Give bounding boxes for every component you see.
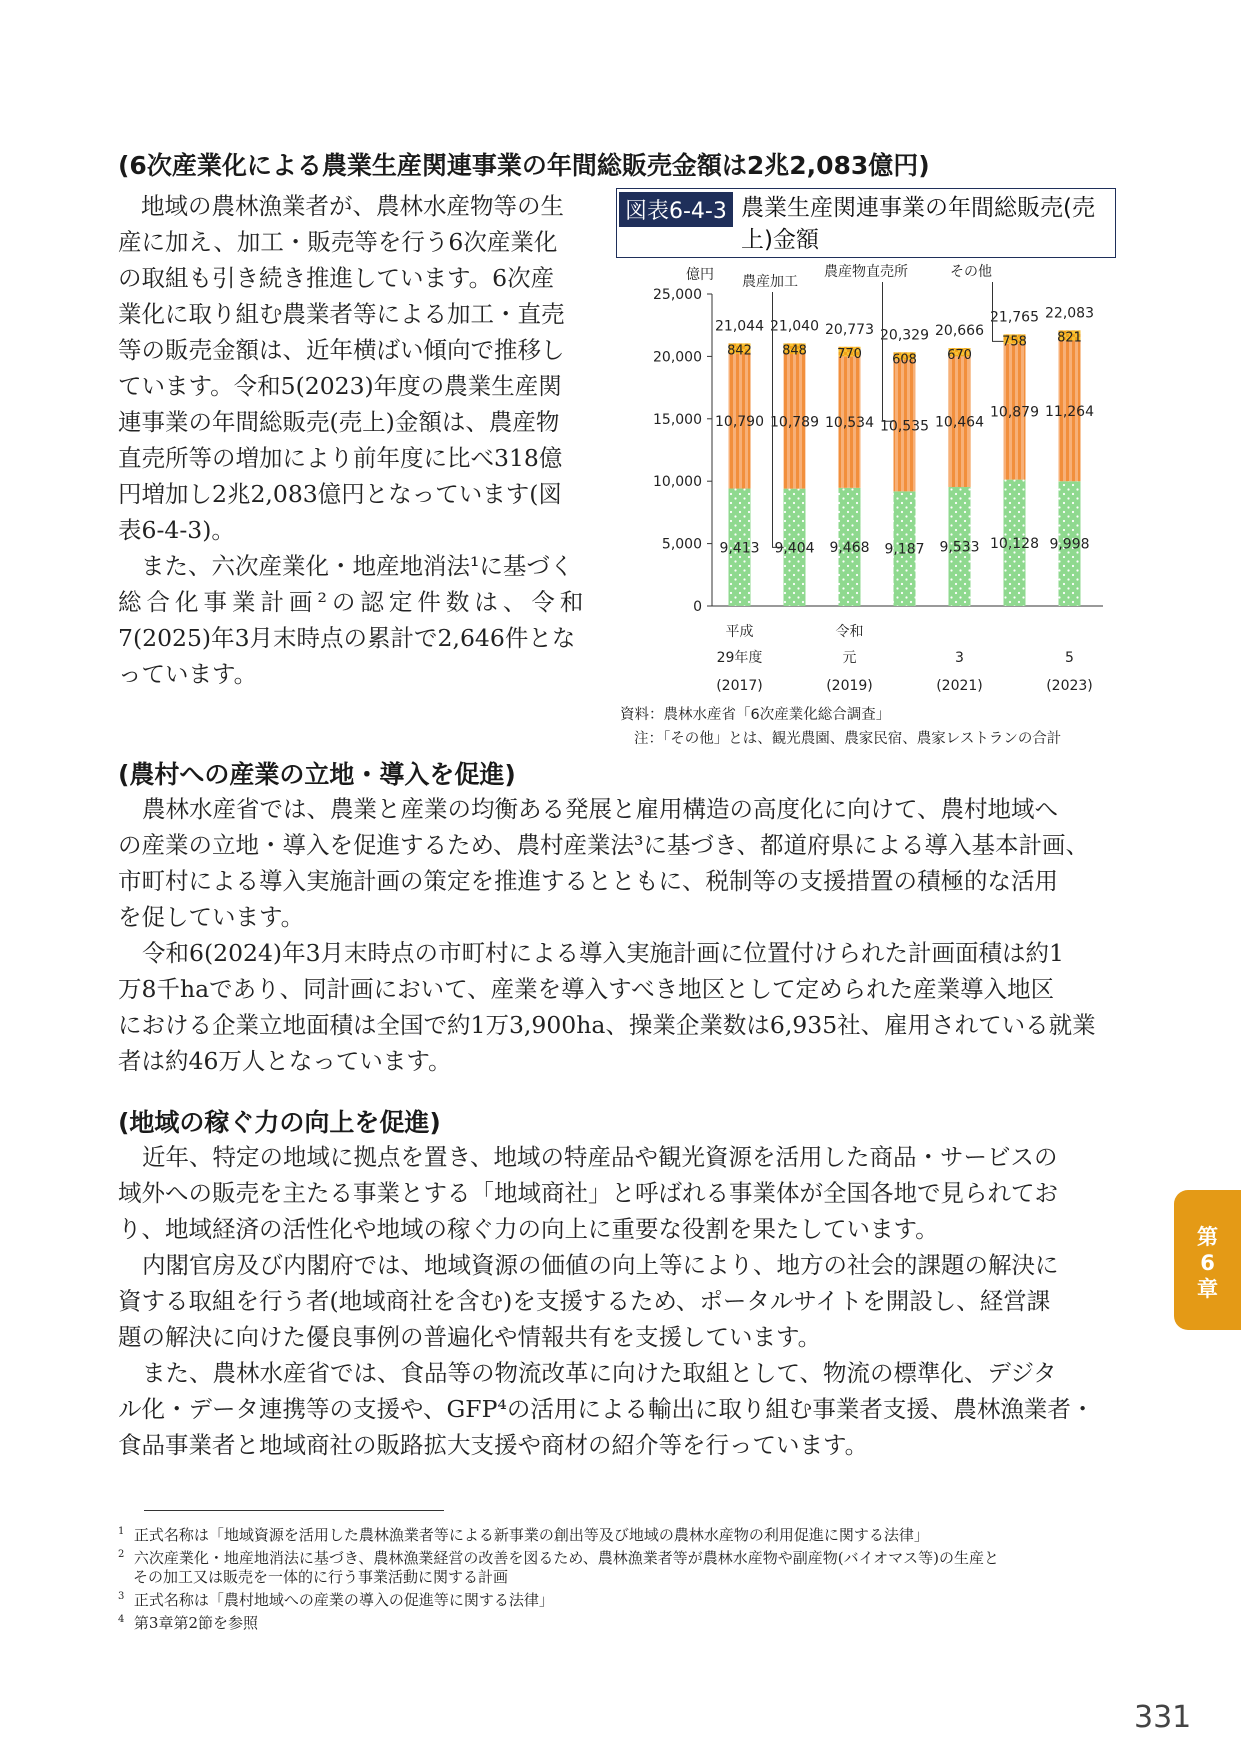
text-line: 題の解決に向けた優良事例の普遍化や情報共有を支援しています。 bbox=[118, 1323, 822, 1351]
chapter-tab-number: 6 bbox=[1200, 1251, 1215, 1275]
text-line: 農林水産省では、農業と産業の均衡ある発展と雇用構造の高度化に向けて、農村地域へ bbox=[142, 795, 1059, 823]
figure-title-box bbox=[616, 188, 1116, 258]
y-tick-label: 10,000 bbox=[653, 474, 702, 491]
paragraph bbox=[118, 188, 598, 224]
x-tick-label: 平成 bbox=[725, 624, 754, 640]
total-label: 21,040 bbox=[770, 318, 819, 335]
data-label: 10,879 bbox=[990, 404, 1039, 421]
data-label: 821 bbox=[1057, 330, 1082, 346]
y-tick-label: 20,000 bbox=[653, 349, 702, 366]
x-tick-label: 令和 bbox=[835, 624, 864, 640]
data-label: 670 bbox=[947, 348, 972, 364]
text-line: 市町村による導入実施計画の策定を推進するとともに、税制等の支援措置の積極的な活用 bbox=[118, 867, 1058, 895]
figure-source: 資料：農林水産省「6次産業化総合調査」 bbox=[620, 707, 891, 723]
text-line: 資する取組を行う者(地域商社を含む)を支援するため、ポータルサイトを開設し、経営課 bbox=[118, 1287, 1051, 1315]
footnote-item: $^1$ 正式名称は「地域資源を活用した農林漁業者等による新事業の創出等及び地域の農林水産物の利用促進に関する法律」 bbox=[118, 1526, 929, 1544]
x-tick-label: 3 bbox=[955, 650, 964, 666]
total-label: 21,765 bbox=[990, 309, 1039, 326]
section-heading-regional-earning: (地域の稼ぐ力の向上を促進) bbox=[118, 1108, 441, 1137]
y-unit-label: 億円 bbox=[686, 267, 714, 283]
data-label: 758 bbox=[1002, 334, 1027, 350]
footnote-item: $^3$ 正式名称は「農村地域への産業の導入の促進等に関する法律」 bbox=[118, 1591, 554, 1609]
data-label: 9,533 bbox=[939, 539, 980, 556]
text-line: 業化に取り組む農業者等による加工・直売 bbox=[118, 300, 565, 328]
x-tick-label: (2017) bbox=[716, 678, 763, 694]
text-line: ル化・データ連携等の支援や、GFP⁴の活用による輸出に取り組む事業者支援、農林漁業者・ bbox=[118, 1395, 1095, 1423]
stacked-bar-chart bbox=[616, 262, 1116, 698]
data-label: 9,468 bbox=[829, 539, 870, 556]
y-tick-label: 25,000 bbox=[653, 287, 702, 303]
text-line: り、地域経済の活性化や地域の稼ぐ力の向上に重要な役割を果たしています。 bbox=[118, 1215, 939, 1243]
chapter-tab-text: 第 bbox=[1197, 1225, 1218, 1249]
x-tick-label: (2021) bbox=[936, 678, 983, 694]
data-label: 9,998 bbox=[1049, 536, 1090, 553]
y-tick-label: 0 bbox=[693, 599, 702, 615]
footnotes bbox=[118, 1522, 1118, 1633]
x-tick-label: (2023) bbox=[1046, 678, 1093, 694]
series-legend-label: 農産物直売所 bbox=[824, 264, 908, 280]
data-label: 10,790 bbox=[715, 414, 764, 431]
text-line: ています。令和5(2023)年度の農業生産関 bbox=[118, 372, 562, 400]
x-tick-label: 5 bbox=[1065, 650, 1074, 666]
figure-title: 農業生産関連事業の年間総販売(売上)金額 bbox=[741, 195, 1095, 253]
text-line: 連事業の年間総販売(売上)金額は、農産物 bbox=[118, 408, 560, 436]
section-heading-rural-industry: (農村への産業の立地・導入を促進) bbox=[118, 760, 516, 789]
text-line: っています。 bbox=[118, 660, 258, 688]
text-line: 万8千haであり、同計画において、産業を導入すべき地区として定められた産業導入地区 bbox=[118, 975, 1055, 1003]
x-tick-label: 元 bbox=[842, 650, 857, 666]
text-line: の産業の立地・導入を促進するため、農村産業法³に基づき、都道府県による導入基本計画、 bbox=[118, 831, 1090, 859]
section1-body bbox=[118, 188, 598, 692]
section2-body bbox=[118, 791, 1122, 1079]
data-label: 9,413 bbox=[719, 540, 760, 557]
y-tick-label: 15,000 bbox=[653, 411, 702, 428]
series-legend-label: その他 bbox=[950, 264, 992, 280]
series-legend-label: 農産加工 bbox=[742, 274, 798, 290]
text-line: 7(2025)年3月末時点の累計で2,646件とな bbox=[118, 624, 576, 652]
data-label: 770 bbox=[837, 346, 862, 362]
data-label: 10,128 bbox=[990, 535, 1039, 552]
figure-note: 注：「その他」とは、観光農園、農家民宿、農家レストランの合計 bbox=[634, 731, 1062, 747]
data-label: 848 bbox=[782, 343, 807, 359]
text-line: また、六次産業化・地産地消法¹に基づく bbox=[141, 552, 574, 580]
text-line: 者は約46万人となっています。 bbox=[118, 1047, 452, 1075]
text-line: 域外への販売を主たる事業とする「地域商社」と呼ばれる事業体が全国各地で見られてお bbox=[118, 1179, 1058, 1207]
text-line: 内閣官房及び内閣府では、地域資源の価値の向上等により、地方の社会的課題の解決に bbox=[142, 1251, 1059, 1279]
text-line: 直売所等の増加により前年度に比べ318億 bbox=[118, 444, 563, 472]
text-line: の取組も引き続き推進しています。6次産 bbox=[118, 264, 555, 292]
footnote-item: $^4$ 第3章第2節を参照 bbox=[118, 1614, 259, 1632]
data-label: 10,789 bbox=[770, 414, 819, 431]
x-tick-label: (2019) bbox=[826, 678, 873, 694]
total-label: 22,083 bbox=[1045, 305, 1094, 322]
data-label: 9,187 bbox=[884, 541, 925, 558]
text-line: 地域の農林漁業者が、農林水産物等の生 bbox=[141, 192, 564, 220]
data-label: 10,534 bbox=[825, 415, 874, 432]
text-line: 令和6(2024)年3月末時点の市町村による導入実施計画に位置付けられた計画面積は約1 bbox=[142, 939, 1064, 967]
footnote-divider bbox=[144, 1510, 444, 1511]
chapter-tab-text: 章 bbox=[1197, 1277, 1218, 1301]
text-line: 等の販売金額は、近年横ばい傾向で推移し bbox=[118, 336, 565, 364]
total-label: 21,044 bbox=[715, 318, 764, 335]
text-line: 総合化事業計画²の認定件数は、令和 bbox=[118, 588, 589, 616]
data-label: 10,535 bbox=[880, 418, 929, 435]
data-label: 842 bbox=[727, 343, 752, 359]
text-line: 円増加し2兆2,083億円となっています(図 bbox=[118, 480, 562, 508]
total-label: 20,329 bbox=[880, 327, 929, 344]
data-label: 11,264 bbox=[1045, 403, 1094, 420]
page-number: 331 bbox=[1134, 1700, 1192, 1735]
text-line: また、農林水産省では、食品等の物流改革に向けた取組として、物流の標準化、デジタ bbox=[142, 1359, 1057, 1387]
section-heading-6ji: (6次産業化による農業生産関連事業の年間総販売金額は2兆2,083億円) bbox=[118, 151, 930, 180]
data-label: 10,464 bbox=[935, 414, 984, 431]
text-line: 近年、特定の地域に拠点を置き、地域の特産品や観光資源を活用した商品・サービスの bbox=[142, 1143, 1058, 1171]
text-line: 食品事業者と地域商社の販路拡大支援や商材の紹介等を行っています。 bbox=[118, 1431, 869, 1459]
footnote-item-continued: その加工又は販売を一体的に行う事業活動に関する計画 bbox=[133, 1568, 509, 1586]
chapter-tab[interactable] bbox=[1174, 1190, 1241, 1330]
text-line: を促しています。 bbox=[118, 903, 305, 931]
total-label: 20,773 bbox=[825, 321, 874, 338]
data-label: 608 bbox=[892, 352, 917, 368]
data-label: 9,404 bbox=[774, 540, 815, 557]
y-tick-label: 5,000 bbox=[661, 536, 702, 553]
text-line: における企業立地面積は全国で約1万3,900ha、操業企業数は6,935社、雇用されている就業 bbox=[118, 1011, 1096, 1039]
section3-body bbox=[118, 1139, 1122, 1463]
text-line: 表6-4-3)。 bbox=[118, 516, 235, 544]
total-label: 20,666 bbox=[935, 323, 984, 340]
footnote-item: $^2$ 六次産業化・地産地消法に基づき、農林漁業経営の改善を図るため、農林漁業者等が農林水産物や副産物(バイオマス等)の生産と bbox=[118, 1549, 999, 1567]
text-line: 産に加え、加工・販売等を行う6次産業化 bbox=[118, 228, 558, 256]
figure-label: 図表6-4-3 bbox=[619, 192, 733, 227]
x-tick-label: 29年度 bbox=[716, 650, 763, 666]
